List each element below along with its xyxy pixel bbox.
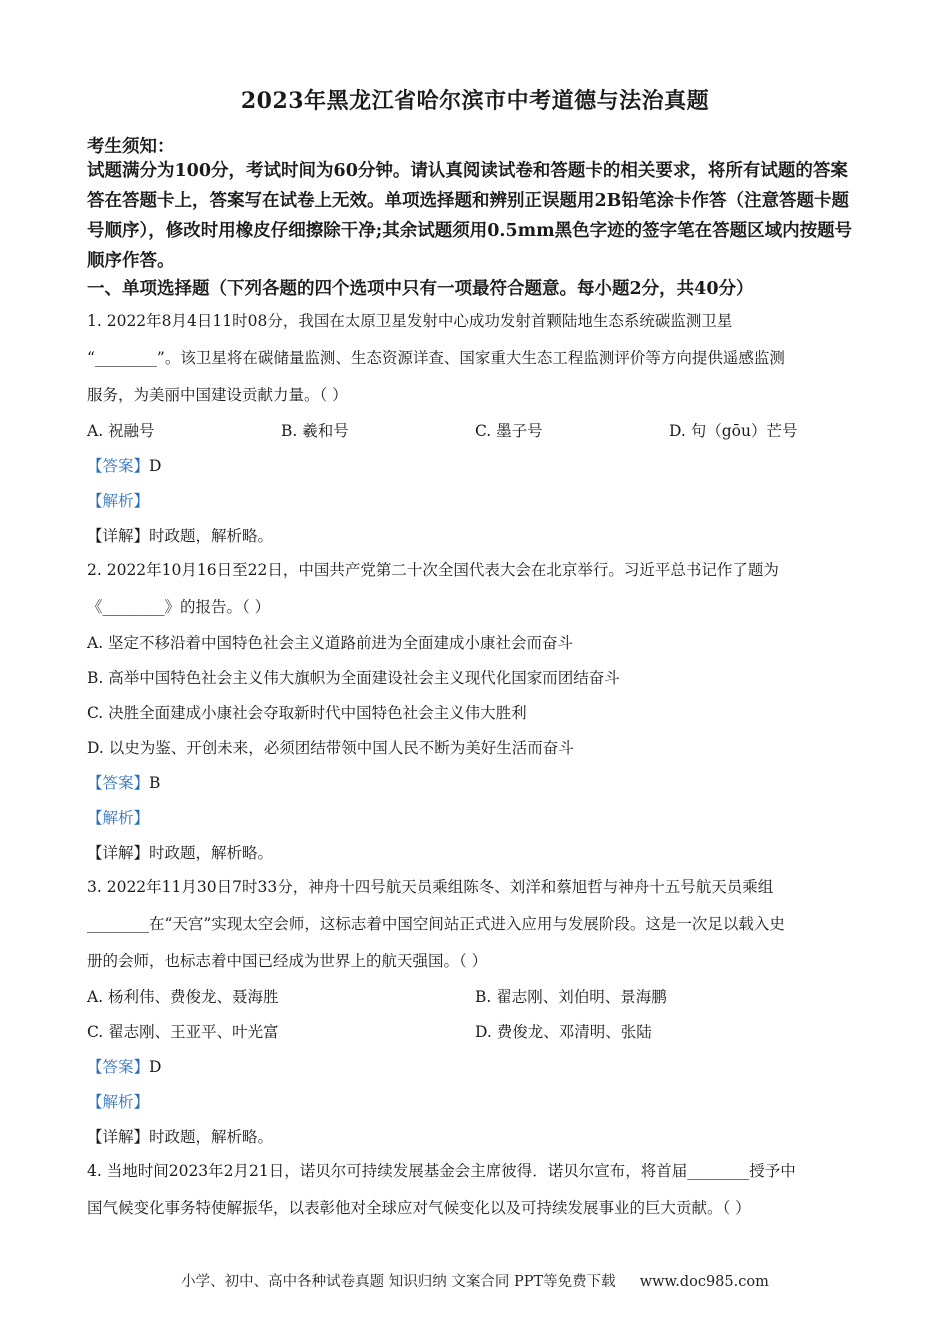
- question-2-answer: [87, 771, 160, 793]
- question-2-line-1: 2. 2022年10月16日至22日，中国共产党第二十次全国代表大会在北京举行。习近平总书记作了题为: [87, 561, 779, 579]
- question-2-line-2: 《________》的报告。（ ）: [87, 598, 271, 616]
- question-2-option-b: B. 高举中国特色社会主义伟大旗帜为全面建设社会主义现代化国家而团结奋斗: [87, 669, 620, 687]
- question-3-option-a: A. 杨利伟、费俊龙、聂海胜: [87, 988, 279, 1006]
- document-title: 2023年黑龙江省哈尔滨市中考道德与法治真题: [240, 88, 710, 114]
- notice-body: 试题满分为100分，考试时间为60分钟。请认真阅读试卷和答题卡的相关要求，将所有试题的答案答在答题卡上，答案写在试卷上无效。单项选择题和辨别正误题用2B铅笔涂卡作答（注意答题卡题号顺序），修改时用橡皮仔细擦除干净;其余试题须用0.5mm黑色字迹的签字笔在答题区域内按题号顺序作答。: [87, 161, 853, 271]
- question-2-option-d: D. 以史为鉴、开创未来，必须团结带领中国人民不断为美好生活而奋斗: [87, 739, 574, 757]
- detail-label: 【详解】: [87, 1128, 150, 1146]
- answer-label: 【答案】: [87, 774, 150, 792]
- section-heading: 一、单项选择题（下列各题的四个选项中只有一项最符合题意。每小题2分，共40分）: [87, 279, 754, 299]
- answer-value: B: [149, 774, 161, 792]
- answer-label: 【答案】: [87, 457, 150, 475]
- question-3-line-1: 3. 2022年11月30日7时33分，神舟十四号航天员乘组陈冬、刘洋和蔡旭哲与神舟十五号航天员乘组: [87, 878, 774, 896]
- question-1-option-c: C. 墨子号: [475, 422, 543, 440]
- question-3-detail: [87, 1125, 273, 1147]
- answer-value: D: [149, 1058, 162, 1076]
- answer-value: D: [149, 457, 162, 475]
- question-3-option-c: C. 翟志刚、王亚平、叶光富: [87, 1023, 279, 1041]
- question-1-option-b: B. 羲和号: [281, 422, 349, 440]
- question-4-line-1: 4. 当地时间2023年2月21日，诺贝尔可持续发展基金会主席彼得．诺贝尔宣布，将首届________授予中: [87, 1162, 796, 1180]
- question-3-answer: [87, 1055, 161, 1077]
- question-4-line-2: 国气候变化事务特使解振华，以表彰他对全球应对气候变化以及可持续发展事业的巨大贡献。（ ）: [87, 1199, 751, 1217]
- question-2-option-a: A. 坚定不移沿着中国特色社会主义道路前进为全面建成小康社会而奋斗: [87, 634, 574, 652]
- detail-label: 【详解】: [87, 844, 150, 862]
- question-3-line-2: ________在“天宫”实现太空会师，这标志着中国空间站正式进入应用与发展阶段。这是一次足以载入史: [87, 915, 785, 933]
- page-footer: [0, 1270, 950, 1291]
- question-3-option-b: B. 翟志刚、刘伯明、景海鹏: [475, 988, 667, 1006]
- question-1-line-3: 服务，为美丽中国建设贡献力量。（ ）: [87, 386, 348, 404]
- footer-url-link[interactable]: www.doc985.com: [639, 1274, 769, 1290]
- question-2-detail: [87, 841, 273, 863]
- question-2-analysis-label: 【解析】: [87, 809, 150, 827]
- question-3-line-3: 册的会师，也标志着中国已经成为世界上的航天强国。（ ）: [87, 952, 488, 970]
- detail-text: 时政题，解析略。: [149, 1128, 274, 1146]
- question-1-option-a: A. 祝融号: [87, 422, 155, 440]
- notice-heading: 考生须知：: [87, 137, 175, 157]
- footer-text: 小学、初中、高中各种试卷真题 知识归纳 文案合同 PPT等免费下载: [181, 1274, 616, 1290]
- question-1-analysis-label: 【解析】: [87, 492, 150, 510]
- question-1-line-1: 1. 2022年8月4日11时08分，我国在太原卫星发射中心成功发射首颗陆地生态系统碳监测卫星: [87, 312, 733, 330]
- detail-label: 【详解】: [87, 527, 150, 545]
- question-1-line-2: “________”。该卫星将在碳储量监测、生态资源详查、国家重大生态工程监测评价等方向提供遥感监测: [87, 349, 785, 367]
- question-2-option-c: C. 决胜全面建成小康社会夺取新时代中国特色社会主义伟大胜利: [87, 704, 527, 722]
- question-1-answer: [87, 454, 161, 476]
- answer-label: 【答案】: [87, 1058, 150, 1076]
- detail-text: 时政题，解析略。: [149, 844, 274, 862]
- question-1-detail: [87, 524, 273, 546]
- question-3-option-d: D. 费俊龙、邓清明、张陆: [475, 1023, 652, 1041]
- question-1-option-d: D. 句（gōu）芒号: [669, 422, 798, 440]
- detail-text: 时政题，解析略。: [149, 527, 274, 545]
- question-3-analysis-label: 【解析】: [87, 1093, 150, 1111]
